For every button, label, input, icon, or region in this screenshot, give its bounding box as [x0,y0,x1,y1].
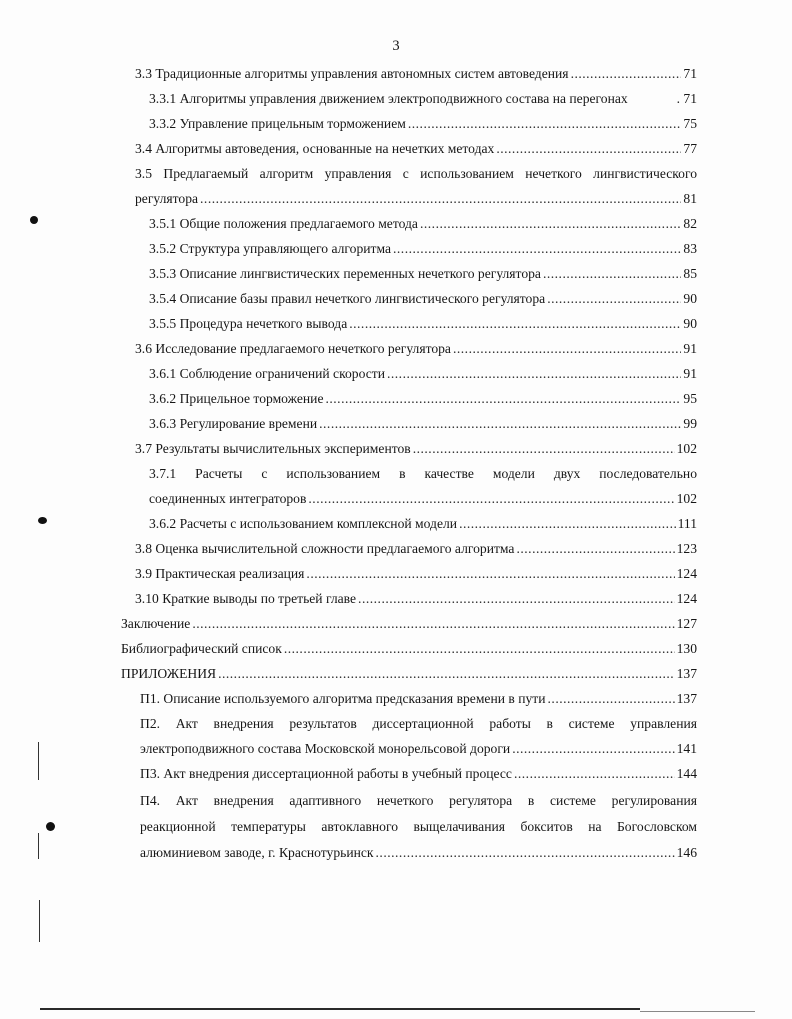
toc-entry[interactable] [121,614,697,634]
toc-page: 90 [683,291,697,306]
margin-scan-line [39,900,40,942]
leader-dots [543,264,681,284]
toc-title: 3.6 Исследование предлагаемого нечеткого регулятора [135,341,451,356]
toc-page: 102 [676,491,697,506]
toc-entry[interactable] [149,414,697,434]
toc-title: 3.5.2 Структура управляющего алгоритма [149,241,391,256]
toc-entry[interactable] [135,539,697,559]
toc-page: 124 [676,591,697,606]
toc-entry[interactable] [121,639,697,659]
toc-entry[interactable] [149,214,697,234]
leader-dots [453,339,681,359]
toc-title: 3.5.5 Процедура нечеткого вывода [149,316,348,331]
toc-entry[interactable] [135,64,697,84]
leader-dots [192,614,674,634]
toc-page: 99 [683,416,697,431]
toc-title: 3.6.3 Регулирование времени [149,416,318,431]
toc-page: 111 [677,516,697,531]
leader-dots [408,114,682,134]
toc-page: 137 [676,666,697,681]
toc-page: 83 [683,241,697,256]
toc-page: . 71 [676,91,697,106]
toc-title: 3.6.1 Соблюдение ограничений скорости [149,366,385,381]
leader-dots [325,389,681,409]
leader-dots [547,289,681,309]
toc-entry[interactable] [149,364,697,384]
toc-page: 91 [683,341,697,356]
leader-dots [516,539,674,559]
leader-dots [571,64,682,84]
toc-page: 141 [676,741,697,756]
toc-entry[interactable] [149,514,697,534]
toc-title: 3.10 Краткие выводы по третьей главе [135,591,357,606]
toc-title: Библиографический список [121,641,282,656]
toc-page: 127 [676,616,697,631]
leader-dots [358,589,675,609]
toc-title: 3.6.2 Расчеты с использованием комплексной модели [149,516,458,531]
toc-entry[interactable] [135,439,697,459]
toc-entry[interactable] [140,689,697,709]
toc-title: Заключение [121,616,191,631]
toc-entry[interactable] [140,764,697,784]
toc-title-line[interactable]: реакционной температуры автоклавного выщелачивания бокситов на Богословском [140,819,697,834]
toc-entry[interactable] [135,139,697,159]
leader-dots [496,139,681,159]
toc-entry[interactable] [135,339,697,359]
leader-dots [512,739,674,759]
margin-scan-line [38,742,39,780]
toc-entry[interactable] [140,739,697,759]
toc-title: П3. Акт внедрения диссертационной работы в учебный процесс [140,766,512,781]
leader-dots [387,364,681,384]
toc-entry[interactable] [135,189,697,209]
toc-page: 81 [683,191,697,206]
toc-title: регулятора [135,191,199,206]
toc-page: 82 [683,216,697,231]
leader-dots [319,414,681,434]
toc-page: 75 [683,116,697,131]
toc-title: П1. Описание используемого алгоритма предсказания времени в пути [140,691,546,706]
toc-page: 91 [683,366,697,381]
toc-page: 146 [676,845,697,860]
margin-scan-line [38,833,39,859]
toc-entry[interactable] [149,239,697,259]
leader-dots [548,689,675,709]
leader-dots [218,664,675,684]
toc-entry[interactable] [121,664,697,684]
leader-dots [514,764,675,784]
leader-dots [200,189,681,209]
toc-title: 3.4 Алгоритмы автоведения, основанные на нечетких методах [135,141,495,156]
toc-page: 123 [676,541,697,556]
toc-title: 3.3.1 Алгоритмы управления движением электроподвижного состава на перегонах [149,91,628,106]
toc-page: 144 [676,766,697,781]
bottom-scan-edge [640,1011,755,1012]
toc-entry[interactable] [149,289,697,309]
toc-title-line[interactable]: 3.7.1 Расчеты с использованием в качестве модели двух последовательно [149,466,697,481]
toc-title-line[interactable]: П2. Акт внедрения результатов диссертационной работы в системе управления [140,716,697,731]
toc-title: алюминиевом заводе, г. Краснотурьинск [140,845,374,860]
toc-title: 3.5.4 Описание базы правил нечеткого лингвистического регулятора [149,291,546,306]
toc-page: 90 [683,316,697,331]
toc-title: 3.5.1 Общие положения предлагаемого метода [149,216,418,231]
toc-entry[interactable] [149,389,697,409]
toc-title: ПРИЛОЖЕНИЯ [121,666,217,681]
leader-dots [308,489,674,509]
leader-dots [349,314,681,334]
toc-entry[interactable] [149,314,697,334]
toc-entry[interactable] [149,264,697,284]
toc-title: 3.9 Практическая реализация [135,566,305,581]
toc-page: 77 [683,141,697,156]
toc-title-line[interactable]: П4. Акт внедрения адаптивного нечеткого регулятора в системе регулирования [140,793,697,808]
leader-dots [376,843,675,863]
toc-page: 95 [683,391,697,406]
toc-entry[interactable] [149,114,697,134]
leader-dots [393,239,681,259]
leader-dots [413,439,675,459]
toc-page: 137 [676,691,697,706]
toc-page: 85 [683,266,697,281]
toc-title: соединенных интеграторов [149,491,307,506]
toc-title: 3.7 Результаты вычислительных экспериментов [135,441,411,456]
leader-dots [459,514,676,534]
toc-entry[interactable] [135,589,697,609]
toc-entry[interactable] [149,489,697,509]
leader-dots [284,639,675,659]
toc-title: электроподвижного состава Московской монорельсовой дороги [140,741,511,756]
toc-title: 3.6.2 Прицельное торможение [149,391,324,406]
leader-dots [420,214,681,234]
binder-hole-mark [30,216,38,224]
toc-entry[interactable] [135,564,697,584]
toc-title: 3.3.2 Управление прицельным торможением [149,116,406,131]
toc-entry[interactable] [140,843,697,863]
binder-hole-mark [38,517,47,524]
toc-page: 124 [676,566,697,581]
leader-dots [306,564,674,584]
toc-title-line[interactable]: 3.5 Предлагаемый алгоритм управления с использованием нечеткого лингвистического [135,166,697,181]
bottom-scan-edge [40,1008,640,1010]
toc-title: 3.3 Традиционные алгоритмы управления автономных систем автоведения [135,66,569,81]
toc-title: 3.8 Оценка вычислительной сложности предлагаемого алгоритма [135,541,515,556]
page-number: 3 [392,38,400,54]
toc-page: 102 [676,441,697,456]
toc-entry[interactable] [149,89,697,109]
toc-title: 3.5.3 Описание лингвистических переменных нечеткого регулятора [149,266,541,281]
toc-page: 130 [676,641,697,656]
toc-page: 71 [683,66,697,81]
binder-hole-mark [46,822,55,831]
